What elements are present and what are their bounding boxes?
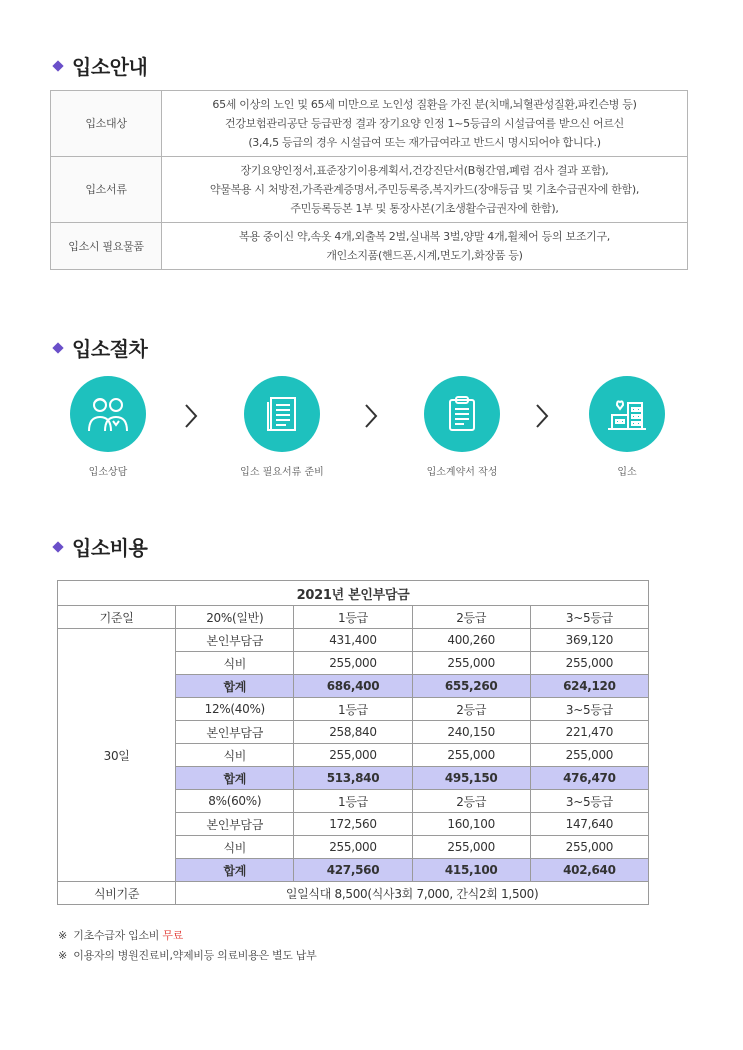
content-line: 장기요양인정서,표준장기이용계획서,건강진단서(B형간염,폐렴 검사 결과 포함), [240, 164, 609, 177]
row-label: 입소서류 [51, 157, 162, 223]
table-cell: 1등급 [294, 790, 412, 813]
diamond-bullet-icon [52, 541, 63, 552]
section-title-fees [54, 532, 147, 561]
table-cell: 255,000 [294, 744, 412, 767]
table-cell: 624,120 [530, 675, 648, 698]
meal-value-cell: 일일식대 8,500(식사3회 7,000, 간식2회 1,500) [176, 882, 649, 905]
table-cell: 3~5등급 [530, 606, 648, 629]
table-row [58, 629, 649, 652]
table-row [51, 223, 688, 270]
row-content [162, 223, 688, 270]
table-cell: 686,400 [294, 675, 412, 698]
section-title-text: 입소비용 [72, 536, 148, 560]
table-cell: 255,000 [530, 836, 648, 859]
table-cell: 합계 [176, 767, 294, 790]
table-cell: 255,000 [294, 836, 412, 859]
step-document-prep [212, 376, 352, 478]
note-free-admission [58, 927, 183, 943]
step-circle [244, 376, 320, 452]
table-cell: 2등급 [412, 790, 530, 813]
chevron-right-icon [533, 402, 551, 430]
step-circle [70, 376, 146, 452]
table-cell: 415,100 [412, 859, 530, 882]
table-row [58, 882, 649, 905]
step-circle [589, 376, 665, 452]
table-row [51, 157, 688, 223]
step-label: 입소상담 [88, 467, 128, 478]
step-consultation [38, 376, 178, 478]
procedure-steps [0, 376, 743, 486]
row-content [162, 157, 688, 223]
content-line: 약물복용 시 처방전,가족관계증명서,주민등록증,복지카드(장애등급 및 기초수급권자에 한함), [209, 183, 640, 196]
step-label: 입소계약서 작성 [426, 467, 498, 478]
table-cell: 255,000 [412, 836, 530, 859]
facility-building-icon [604, 391, 650, 437]
section-title-admission-info [54, 51, 147, 80]
table-cell: 합계 [176, 859, 294, 882]
admission-info-table [50, 90, 688, 270]
table-row [51, 91, 688, 157]
content-line: 개인소지품(핸드폰,시계,면도기,화장품 등) [326, 249, 523, 262]
note-text: ※ 기초수급자 입소비 [58, 929, 163, 942]
content-line: 65세 이상의 노인 및 65세 미만으로 노인성 질환을 가진 분(치매,뇌혈관성질환,파킨슨병 등) [212, 98, 637, 111]
table-cell: 식비 [176, 652, 294, 675]
table-cell: 476,470 [530, 767, 648, 790]
section-title-text: 입소안내 [72, 55, 148, 79]
note-medical-costs: ※ 이용자의 병원진료비,약제비등 의료비용은 별도 납부 [58, 949, 317, 962]
table-cell: 369,120 [530, 629, 648, 652]
table-cell: 255,000 [412, 744, 530, 767]
table-cell: 본인부담금 [176, 813, 294, 836]
table-cell: 8%(60%) [176, 790, 294, 813]
consultation-people-icon [85, 391, 131, 437]
table-cell: 2등급 [412, 606, 530, 629]
table-cell: 식비 [176, 744, 294, 767]
table-cell: 172,560 [294, 813, 412, 836]
table-cell: 3~5등급 [530, 790, 648, 813]
step-circle [424, 376, 500, 452]
table-cell: 식비 [176, 836, 294, 859]
diamond-bullet-icon [52, 60, 63, 71]
table-cell: 431,400 [294, 629, 412, 652]
table-cell: 255,000 [530, 652, 648, 675]
step-contract [392, 376, 532, 478]
table-cell: 본인부담금 [176, 629, 294, 652]
row-label: 입소대상 [51, 91, 162, 157]
table-cell: 160,100 [412, 813, 530, 836]
table-row [58, 606, 649, 629]
step-label: 입소 필요서류 준비 [240, 467, 324, 478]
step-label: 입소 [617, 467, 637, 478]
table-cell: 1등급 [294, 698, 412, 721]
table-cell: 3~5등급 [530, 698, 648, 721]
content-line: (3,4,5 등급의 경우 시설급여 또는 재가급여라고 반드시 명시되어야 합니다.) [248, 136, 601, 149]
table-cell: 400,260 [412, 629, 530, 652]
table-row [58, 581, 649, 606]
section-title-procedure [54, 333, 147, 362]
table-cell: 255,000 [530, 744, 648, 767]
chevron-right-icon [182, 402, 200, 430]
period-cell: 30일 [58, 629, 176, 882]
table-cell: 255,000 [412, 652, 530, 675]
table-cell: 합계 [176, 675, 294, 698]
note-highlight: 무료 [162, 929, 183, 942]
table-cell: 240,150 [412, 721, 530, 744]
table-cell: 258,840 [294, 721, 412, 744]
row-content [162, 91, 688, 157]
table-cell: 1등급 [294, 606, 412, 629]
diamond-bullet-icon [52, 342, 63, 353]
clipboard-icon [440, 392, 484, 436]
fee-table [57, 580, 649, 905]
table-cell: 기준일 [58, 606, 176, 629]
table-cell: 655,260 [412, 675, 530, 698]
table-caption: 2021년 본인부담금 [58, 581, 649, 606]
table-cell: 2등급 [412, 698, 530, 721]
content-line: 건강보험관리공단 등급판정 결과 장기요양 인정 1~5등급의 시설급여를 받으신 어르신 [225, 117, 624, 130]
table-cell: 20%(일반) [176, 606, 294, 629]
table-cell: 427,560 [294, 859, 412, 882]
document-icon [260, 392, 304, 436]
content-line: 주민등록등본 1부 및 통장사본(기초생활수급권자에 한함), [290, 202, 559, 215]
table-cell: 221,470 [530, 721, 648, 744]
table-cell: 147,640 [530, 813, 648, 836]
meal-label-cell: 식비기준 [58, 882, 176, 905]
row-label: 입소시 필요물품 [51, 223, 162, 270]
table-cell: 12%(40%) [176, 698, 294, 721]
section-title-text: 입소절차 [72, 337, 148, 361]
table-cell: 255,000 [294, 652, 412, 675]
table-cell: 495,150 [412, 767, 530, 790]
chevron-right-icon [362, 402, 380, 430]
table-cell: 402,640 [530, 859, 648, 882]
step-admission [557, 376, 697, 478]
table-cell: 본인부담금 [176, 721, 294, 744]
table-cell: 513,840 [294, 767, 412, 790]
content-line: 복용 중이신 약,속옷 4개,외출복 2벌,실내복 3벌,양말 4개,휠체어 등의 보조기구, [239, 230, 610, 243]
